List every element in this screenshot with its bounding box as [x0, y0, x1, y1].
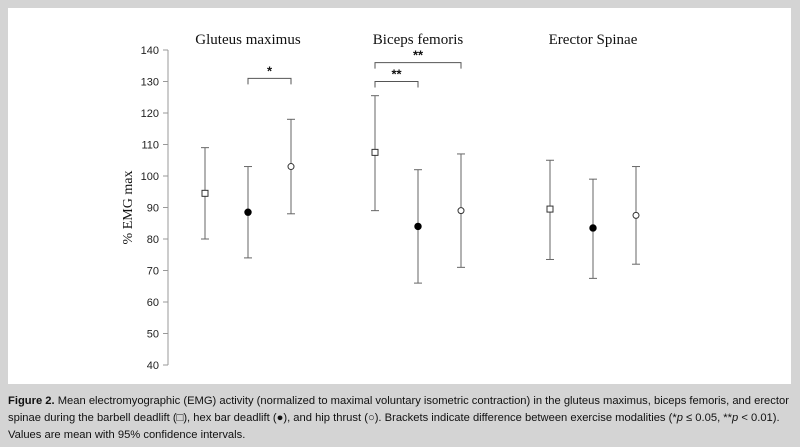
- significance-bracket: [248, 78, 291, 84]
- caption-symbol-hexbar: ●: [276, 412, 284, 424]
- data-point-hip-thrust: [458, 208, 464, 214]
- figure-caption: [8, 393, 794, 444]
- caption-label: Figure 2.: [8, 395, 55, 407]
- y-tick-label: 100: [140, 171, 159, 183]
- caption-text: ), hex bar deadlift (: [183, 412, 277, 424]
- y-tick-label: 50: [146, 328, 159, 341]
- data-point-barbell-deadlift: [547, 206, 553, 212]
- group-label: Gluteus maximus: [195, 32, 301, 48]
- caption-symbol-barbell: □: [176, 412, 184, 424]
- y-tick-label: 70: [146, 265, 159, 278]
- caption-symbol-hipthrust: ○: [367, 412, 375, 424]
- chart: [8, 8, 791, 384]
- figure-panel: [8, 8, 791, 384]
- significance-label: *: [266, 63, 273, 79]
- y-tick-label: 90: [146, 202, 159, 215]
- data-point-hex-bar-deadlift: [245, 209, 251, 215]
- y-tick-label: 130: [140, 76, 159, 89]
- data-point-hip-thrust: [633, 212, 639, 218]
- caption-text: ), and hip thrust (: [283, 412, 368, 424]
- significance-bracket: [375, 82, 418, 88]
- group-label: Erector Spinae: [548, 32, 638, 48]
- y-tick-label: 110: [141, 139, 159, 152]
- group-label: Biceps femoris: [372, 32, 464, 48]
- y-tick-label: 40: [146, 360, 159, 372]
- data-point-barbell-deadlift: [202, 190, 208, 196]
- data-point-hip-thrust: [288, 164, 294, 170]
- significance-bracket: [375, 63, 461, 69]
- caption-p-symbol: p: [676, 412, 683, 424]
- caption-text: ). Brackets indicate difference between exercise modalities (*: [374, 412, 677, 424]
- caption-text: < 0.01). Values are mean with 95% confidence intervals.: [8, 412, 780, 441]
- caption-text: ≤ 0.05, **: [682, 412, 733, 424]
- data-point-barbell-deadlift: [372, 149, 378, 155]
- caption-p-symbol: p: [732, 412, 739, 424]
- data-point-hex-bar-deadlift: [415, 223, 421, 229]
- caption-text: Mean electromyographic (EMG) activity (normalized to maximal voluntary isometric contraction) in the gluteus maximus, biceps femoris, and erector spinae during the barbell deadlift (: [8, 395, 789, 424]
- data-point-hex-bar-deadlift: [590, 225, 596, 231]
- y-tick-label: 80: [146, 234, 159, 246]
- y-tick-label: 60: [146, 297, 159, 309]
- significance-label: **: [412, 47, 424, 63]
- y-axis-label: % EMG max: [121, 170, 136, 245]
- y-tick-label: 140: [140, 45, 159, 57]
- significance-label: **: [391, 66, 402, 82]
- y-tick-label: 120: [140, 108, 159, 120]
